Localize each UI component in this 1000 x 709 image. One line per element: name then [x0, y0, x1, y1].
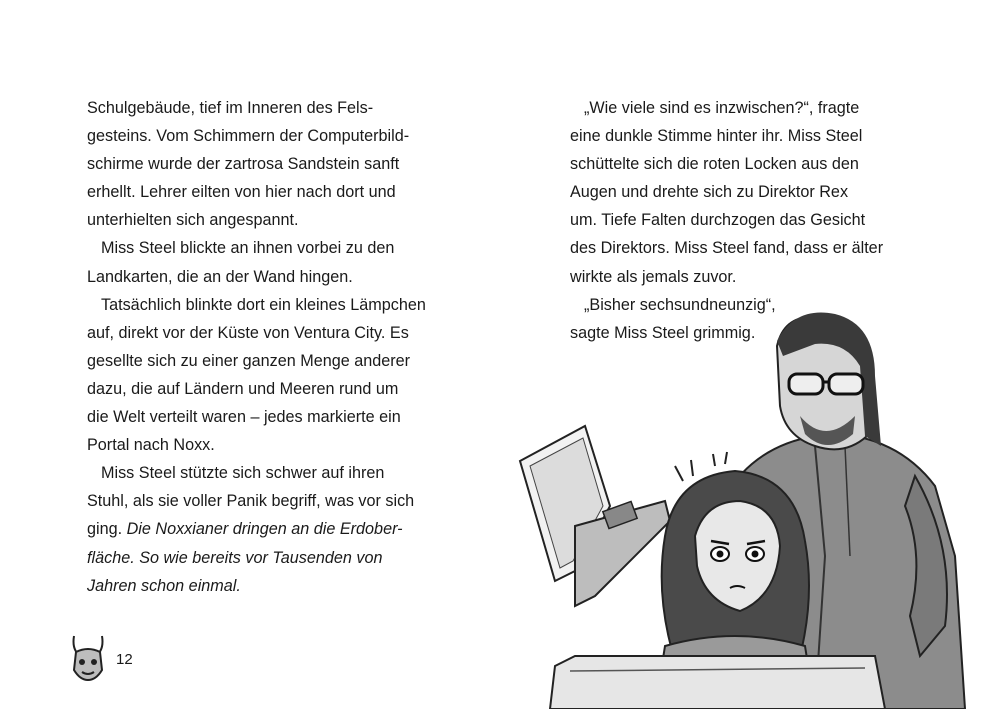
line: dazu, die auf Ländern und Meeren rund um [87, 379, 399, 398]
italic-line: Jahren schon einmal. [87, 576, 241, 595]
paragraph-4 [87, 459, 432, 599]
line: schüttelte sich die roten Locken aus den [570, 155, 859, 174]
left-column [87, 94, 432, 600]
line: Miss Steel blickte an ihnen vorbei zu den [101, 239, 395, 258]
paragraph-3 [87, 291, 432, 460]
line: sagte Miss Steel grimmig. [570, 323, 756, 342]
italic-line: fläche. So wie bereits vor Tausenden von [87, 548, 383, 567]
line: unterhielten sich angespannt. [87, 211, 299, 230]
line: auf, direkt vor der Küste von Ventura City. Es [87, 323, 409, 342]
line: Landkarten, die an der Wand hingen. [87, 267, 353, 286]
paragraph-1 [87, 94, 432, 234]
italic-line: Die Noxxianer dringen an die Erdober- [126, 520, 403, 539]
paragraph-5 [570, 94, 890, 291]
line: Stuhl, als sie voller Panik begriff, was vor sich [87, 492, 415, 511]
page-number: 12 [116, 651, 133, 668]
line: ging. [87, 520, 127, 539]
line: Schulgebäude, tief im Inneren des Fels- [87, 99, 374, 117]
illustration-girl-man-computers-icon [515, 296, 1000, 709]
line: erhellt. Lehrer eilten von hier nach dort und [87, 183, 396, 202]
line: Portal nach Noxx. [87, 436, 215, 455]
line: gesellte sich zu einer ganzen Menge anderer [87, 351, 411, 370]
line: „Bisher sechsundneunzig“, [584, 295, 776, 314]
line: Tatsächlich blinkte dort ein kleines Lämpchen [101, 295, 426, 314]
line: schirme wurde der zartrosa Sandstein sanft [87, 155, 400, 174]
horned-mask-icon [66, 634, 110, 684]
line: wirkte als jemals zuvor. [570, 267, 737, 286]
paragraph-2 [87, 234, 432, 290]
line: „Wie viele sind es inzwischen?“, fragte [584, 99, 860, 117]
line: Miss Steel stützte sich schwer auf ihren [101, 464, 385, 483]
line: des Direktors. Miss Steel fand, dass er älter [570, 239, 884, 258]
line: eine dunkle Stimme hinter ihr. Miss Steel [570, 127, 863, 146]
line: Augen und drehte sich zu Direktor Rex [570, 183, 849, 202]
line: gesteins. Vom Schimmern der Computerbild- [87, 127, 410, 146]
line: um. Tiefe Falten durchzogen das Gesicht [570, 211, 866, 230]
line: die Welt verteilt waren – jedes markierte ein [87, 408, 401, 427]
